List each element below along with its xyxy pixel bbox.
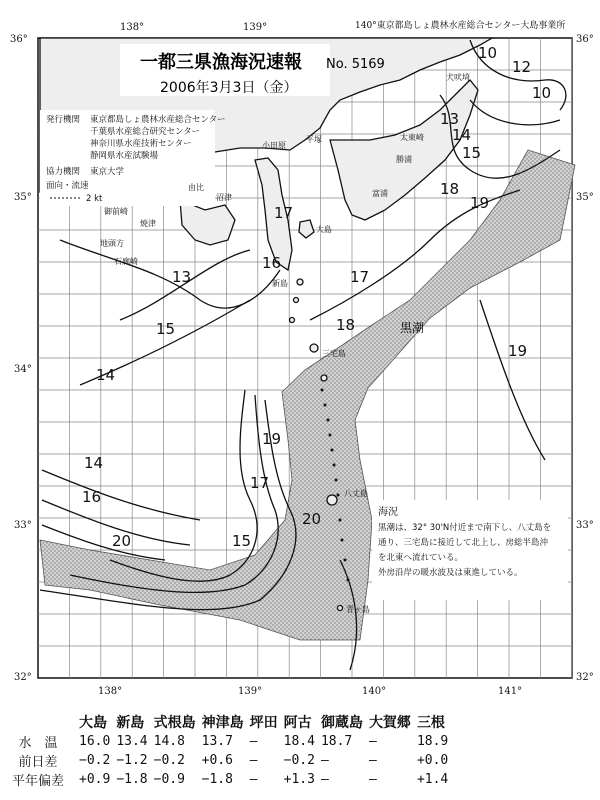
place-label: 勝浦 xyxy=(396,155,412,164)
place-label: 青ヶ島 xyxy=(346,605,370,614)
commentary-line: 通り、三宅島に接近して北上し、房総半島沖 xyxy=(378,538,549,548)
table-cell: 18.7 xyxy=(320,734,353,749)
place-label: 大島 xyxy=(316,225,332,234)
station-header: 阿古 xyxy=(283,715,312,731)
left-lat-label: 33° xyxy=(14,520,32,531)
table-cell: −1.8 xyxy=(201,772,233,787)
place-label: 太東崎 xyxy=(400,133,424,142)
table-cell: −0.2 xyxy=(79,753,111,768)
isotherm-label: 13 xyxy=(172,268,192,286)
isotherm-label: 17 xyxy=(350,268,370,286)
station-header: 三根 xyxy=(416,715,445,731)
table-cell: +0.0 xyxy=(416,753,449,768)
place-label: 富浦 xyxy=(372,189,388,198)
table-cell: — xyxy=(320,753,329,768)
cooperation-name: 東京大学 xyxy=(90,167,125,177)
table-cell: — xyxy=(249,753,258,768)
isotherm-label: 17 xyxy=(274,204,294,222)
report-date: 2006年3月3日（金） xyxy=(160,80,298,96)
table-cell: — xyxy=(368,772,377,787)
source-note: 140°東京都島しょ農林水産総合センター大島事業所 xyxy=(355,21,566,31)
station-header: 新島 xyxy=(116,715,145,731)
station-header: 大島 xyxy=(79,715,107,731)
right-lat-label: 33° xyxy=(576,520,594,531)
publisher-label: 発行機関 xyxy=(46,115,81,125)
table-row xyxy=(0,770,451,789)
place-label: 地頭方 xyxy=(100,239,124,248)
table-cell: −0.2 xyxy=(153,753,185,768)
table-cell: — xyxy=(320,772,329,787)
bottom-lon-label: 141° xyxy=(498,686,523,697)
isotherm-label: 10 xyxy=(478,44,498,62)
place-label: 沼津 xyxy=(216,193,232,202)
commentary-line: を北東へ流れている。 xyxy=(378,553,464,563)
cooperation-label: 協力機関 xyxy=(46,167,81,177)
place-label: 犬吠埼 xyxy=(446,73,470,82)
corner-label: 36° xyxy=(576,34,594,45)
station-header: 式根島 xyxy=(153,715,196,731)
isotherm-label: 14 xyxy=(452,126,472,144)
isotherm-label: 15 xyxy=(462,144,482,162)
isotherm-label: 18 xyxy=(440,180,460,198)
place-label: 八丈島 xyxy=(344,489,368,498)
right-lat-label: 35° xyxy=(576,192,594,203)
table-cell: +1.4 xyxy=(416,772,449,787)
isotherm-label: 17 xyxy=(250,474,270,492)
table-header-row xyxy=(0,712,451,732)
left-lat-label: 35° xyxy=(14,192,32,203)
commentary-title: 海況 xyxy=(378,507,398,518)
table-cell: −1.2 xyxy=(116,753,148,768)
publisher-name: 東京都島しょ農林水産総合センター xyxy=(90,115,226,125)
current-legend-unit: 2 kt xyxy=(86,194,103,204)
publisher-name: 静岡県水産試験場 xyxy=(90,151,159,161)
isotherm-label: 10 xyxy=(532,84,552,102)
table-cell: 14.8 xyxy=(153,734,185,749)
place-label: 石廊崎 xyxy=(114,257,138,266)
isotherm-label: 14 xyxy=(96,366,116,384)
place-label: 御前崎 xyxy=(104,207,128,216)
isotherm-label: 12 xyxy=(512,58,532,76)
issue-number: No. 5169 xyxy=(326,57,385,72)
isotherm-label: 15 xyxy=(156,320,176,338)
table-cell: — xyxy=(368,753,377,768)
water-temperature-table xyxy=(0,712,600,800)
isotherm-label: 15 xyxy=(232,532,252,550)
station-header: 坪田 xyxy=(249,715,278,731)
table-cell: 18.9 xyxy=(416,734,449,749)
isotherm-label: 18 xyxy=(336,316,356,334)
isotherm-label: 16 xyxy=(262,254,282,272)
bottom-lon-label: 139° xyxy=(238,686,263,697)
station-header: 御蔵島 xyxy=(320,715,363,731)
table-cell: — xyxy=(368,734,377,749)
row-label: 前日差 xyxy=(18,755,58,770)
publisher-name: 千葉県水産総合研究センター xyxy=(90,127,201,137)
isotherm-label: 19 xyxy=(508,342,528,360)
left-lat-label: 32° xyxy=(14,672,32,683)
table-cell: 18.4 xyxy=(283,734,315,749)
table-cell: +0.9 xyxy=(79,772,111,787)
row-label: 平年偏差 xyxy=(11,774,64,789)
isotherm-label: 20 xyxy=(302,510,322,528)
table-cell: 16.0 xyxy=(79,734,111,749)
commentary-line: 外房沿岸の暖水波及は東進している。 xyxy=(378,568,523,578)
table-row xyxy=(0,732,451,751)
report-title: 一都三県漁海況速報 xyxy=(140,52,302,73)
table-cell: 13.7 xyxy=(201,734,233,749)
table-cell: −1.8 xyxy=(116,772,148,787)
table-cell: −0.2 xyxy=(283,753,315,768)
publisher-name: 神奈川県水産技術センター xyxy=(90,139,192,149)
isotherm-label: 19 xyxy=(262,430,282,448)
station-header: 大賀郷 xyxy=(368,715,411,731)
row-label: 水 温 xyxy=(18,736,58,751)
right-lat-label: 32° xyxy=(576,672,594,683)
left-lat-label: 34° xyxy=(14,364,32,375)
place-label: 由比 xyxy=(188,183,204,192)
isotherm-label: 19 xyxy=(470,194,490,212)
commentary-backdrop xyxy=(372,500,568,600)
isotherm-label: 16 xyxy=(82,488,102,506)
corner-label: 36° xyxy=(10,34,28,45)
bottom-lon-label: 140° xyxy=(362,686,387,697)
isotherm-label: 13 xyxy=(440,110,460,128)
table-cell: — xyxy=(249,734,258,749)
current-legend-label: 面向・流速 xyxy=(46,181,89,191)
isotherm-label: 20 xyxy=(112,532,132,550)
table-cell: +1.3 xyxy=(283,772,315,787)
station-header: 神津島 xyxy=(201,715,244,731)
top-lon-label: 138° xyxy=(120,22,145,33)
place-label: 焼津 xyxy=(140,219,156,228)
table-cell: 13.4 xyxy=(116,734,148,749)
isotherm-label: 14 xyxy=(84,454,104,472)
place-label: 三宅島 xyxy=(322,349,346,358)
place-label: 新島 xyxy=(272,279,288,288)
table-cell: −0.9 xyxy=(153,772,185,787)
place-label: 小田原 xyxy=(262,141,286,150)
commentary-line: 黒潮は、32° 30'N付近まで南下し、八丈島を xyxy=(378,523,552,533)
table-row xyxy=(0,751,451,770)
bottom-lon-label: 138° xyxy=(98,686,123,697)
table-cell: — xyxy=(249,772,258,787)
kuroshio-label: 黒潮 xyxy=(400,321,425,335)
top-lon-label: 139° xyxy=(243,22,268,33)
table-cell: +0.6 xyxy=(201,753,233,768)
place-label: 平塚 xyxy=(306,135,322,144)
